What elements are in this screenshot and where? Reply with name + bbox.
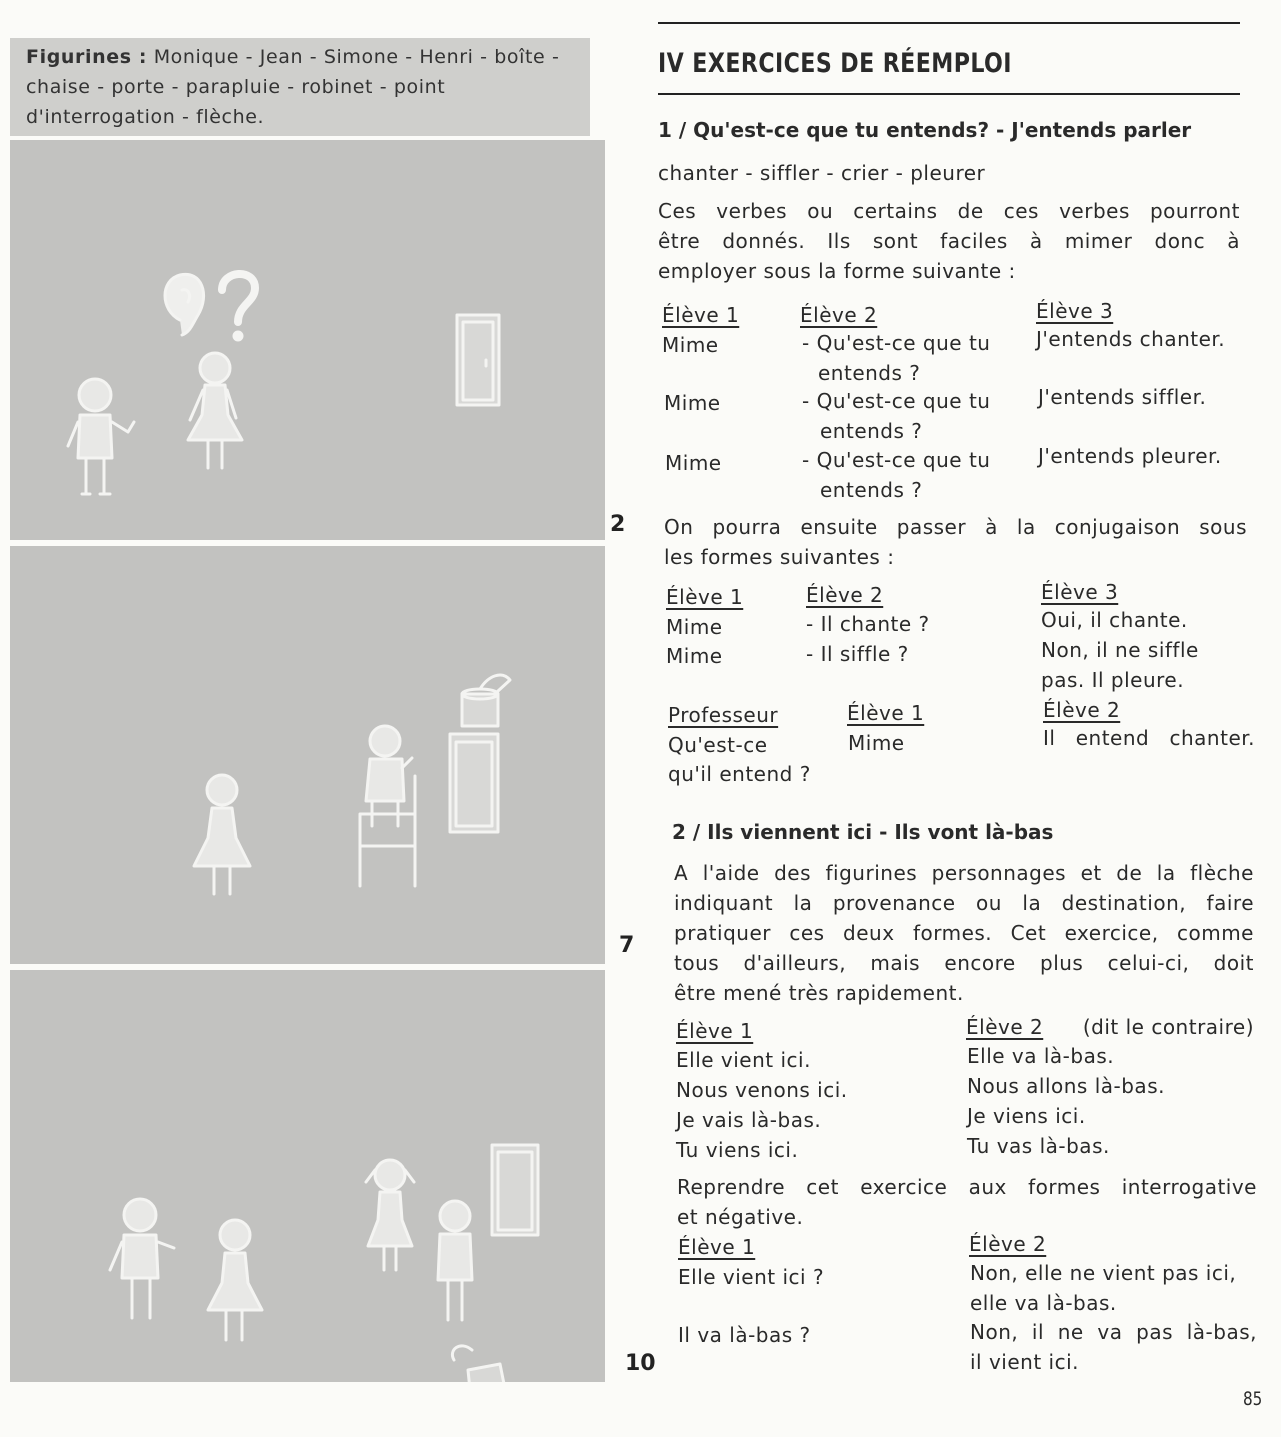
t1-header-eleve2: Élève 2	[800, 303, 878, 327]
t1-row3-col2: - Qu'est-ce que tu	[802, 448, 991, 472]
girl-figure	[208, 1220, 262, 1340]
boy-figure	[68, 379, 134, 494]
t1-row2-col2b: entends ?	[820, 419, 923, 443]
panel-number-7: 7	[619, 933, 635, 958]
girl-pigtails-figure	[366, 1160, 414, 1270]
ex2-t2-header-eleve2: Élève 2	[969, 1232, 1047, 1256]
panel-number-2: 2	[610, 512, 626, 537]
illustration-panel-3	[10, 970, 605, 1382]
t1-row2-col3: J'entends siffler.	[1038, 385, 1207, 409]
section-title: IV EXERCICES DE RÉEMPLOI	[658, 48, 1012, 79]
ex2-t2-l2: Il va là-bas ?	[678, 1323, 811, 1347]
conjugation-intro: On pourra ensuite passer à la conjugaison sous les formes suivantes :	[664, 515, 1247, 569]
exercise-1-title: 1 / Qu'est-ce que tu entends? - J'entends parler	[658, 118, 1192, 142]
ex2-t2-l1: Elle vient ici ?	[678, 1265, 825, 1289]
t3-c1a: Qu'est-ce	[668, 733, 768, 757]
t1-row2-col2: - Qu'est-ce que tu	[802, 389, 991, 413]
t3-c2: Mime	[848, 731, 905, 755]
boy-figure	[110, 1199, 174, 1318]
t1-row3-col3: J'entends pleurer.	[1038, 444, 1222, 468]
box-icon	[462, 675, 510, 726]
ex2-t1-header-eleve1: Élève 1	[676, 1019, 754, 1043]
t1-header-eleve3: Élève 3	[1036, 299, 1114, 323]
t1-header-eleve1: Élève 1	[662, 303, 740, 327]
figurines-label: Figurines :	[26, 46, 148, 68]
door-icon	[457, 315, 499, 405]
t2-r1c3: Oui, il chante.	[1041, 608, 1188, 632]
exercise-1-intro: Ces verbes ou certains de ces verbes pourront être donnés. Ils sont faciles à mimer donc à employer sous la forme suivante :	[658, 199, 1240, 283]
panel-3-drawing	[10, 970, 605, 1382]
t2-r1c2: - Il chante ?	[806, 612, 930, 636]
t2-r2c2: - Il siffle ?	[806, 642, 909, 666]
t2-header-eleve3: Élève 3	[1041, 580, 1119, 604]
illustration-panel-1	[10, 140, 605, 540]
t1-row1-col3: J'entends chanter.	[1036, 327, 1226, 351]
t2-r2c3b: pas. Il pleure.	[1041, 668, 1185, 692]
girl-figure	[194, 775, 250, 894]
ex2-t2-r1a: Non, elle ne vient pas ici,	[970, 1261, 1237, 1285]
figurines-box	[10, 38, 590, 136]
ex2-t2-header-eleve1: Élève 1	[678, 1235, 756, 1259]
panel-2-drawing	[10, 546, 605, 964]
exercise-1-verbs: chanter - siffler - crier - pleurer	[658, 161, 986, 185]
t1-row1-col1: Mime	[662, 333, 719, 357]
ex2-t1-left: Elle vient ici. Nous venons ici. Je vais là-bas. Tu viens ici.	[676, 1048, 848, 1162]
t2-r2c3: Non, il ne siffle	[1041, 638, 1199, 662]
ex2-t1-right: Elle va là-bas. Nous allons là-bas. Je viens ici. Tu vas là-bas.	[967, 1044, 1165, 1158]
ex2-t2-r1b: elle va là-bas.	[970, 1291, 1117, 1315]
ex2-t2-r2b: il vient ici.	[970, 1350, 1080, 1374]
t3-c3: Il entend chanter.	[1043, 726, 1255, 750]
top-rule	[658, 22, 1240, 24]
panel-1-drawing	[10, 140, 605, 540]
t3-c1b: qu'il entend ?	[668, 762, 811, 786]
door-icon	[450, 734, 498, 832]
section-rule	[658, 93, 1240, 95]
ex2-reprise: Reprendre cet exercice aux formes interrogative et négative.	[677, 1175, 1257, 1229]
t1-row1-col2b: entends ?	[818, 361, 921, 385]
exercise-2-intro: A l'aide des figurines personnages et de la flèche indiquant la provenance ou la destination, faire pratiquer ces deux formes. Cet exercice, comme tous d'ailleurs, mais encore plus celui-ci, doit être mené très rapidement.	[674, 861, 1254, 1005]
question-mark-icon	[222, 274, 255, 340]
t3-header-eleve2: Élève 2	[1043, 698, 1121, 722]
t1-row3-col1: Mime	[665, 451, 722, 475]
door-icon	[492, 1145, 538, 1235]
ex2-t1-header-eleve2-row	[966, 1012, 1254, 1042]
boy-on-chair-figure	[366, 726, 412, 826]
ex2-t2-r2a: Non, il ne va pas là-bas,	[970, 1320, 1257, 1344]
t2-r2c1: Mime	[666, 644, 723, 668]
t2-r1c1: Mime	[666, 615, 723, 639]
box-icon	[440, 1346, 504, 1382]
boy-henri-figure	[438, 1201, 472, 1320]
ex2-t1-header-eleve2: Élève 2	[966, 1015, 1044, 1039]
figurines-items: Monique - Jean - Simone - Henri - boîte - chaise - porte - parapluie - robinet - point d'interrogation - flèche.	[26, 46, 560, 128]
page-number: 85	[1243, 1388, 1263, 1410]
exercise-2-title: 2 / Ils viennent ici - Ils vont là-bas	[672, 820, 1054, 844]
ex2-t1-header-note: (dit le contraire)	[1082, 1015, 1254, 1039]
t3-header-professeur: Professeur	[668, 703, 779, 727]
t1-row1-col2: - Qu'est-ce que tu	[802, 331, 991, 355]
panel-number-10: 10	[625, 1351, 656, 1376]
t1-row3-col2b: entends ?	[820, 478, 923, 502]
illustration-panel-2	[10, 546, 605, 964]
t2-header-eleve1: Élève 1	[666, 585, 744, 609]
girl-figure	[188, 353, 242, 468]
t3-header-eleve1: Élève 1	[847, 701, 925, 725]
t1-row2-col1: Mime	[664, 391, 721, 415]
ear-icon	[165, 274, 204, 335]
t2-header-eleve2: Élève 2	[806, 583, 884, 607]
